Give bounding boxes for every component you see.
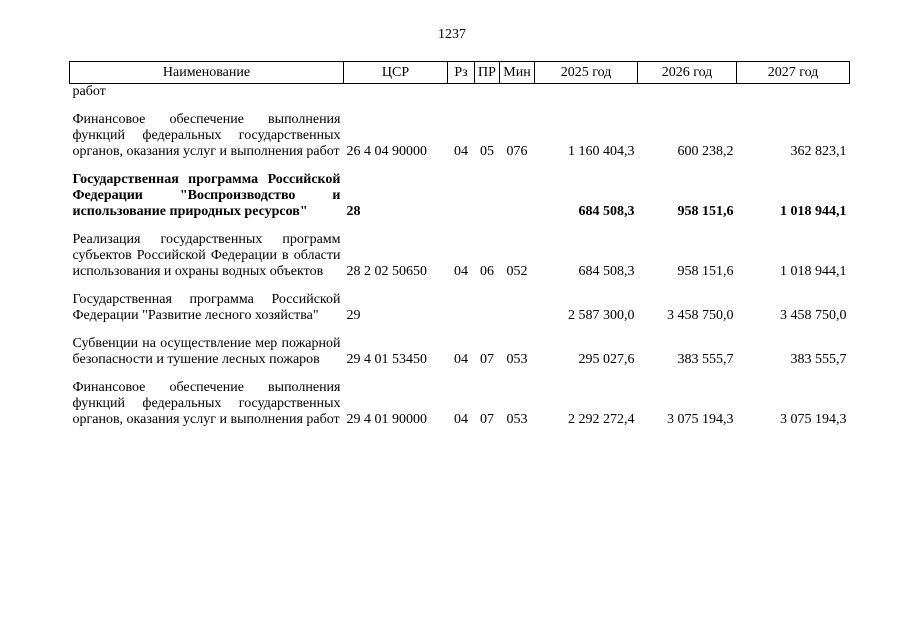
header-csr: ЦСР [344, 62, 448, 84]
row-name: Реализация государственных программ субъектов Российской Федерации в области использования и охраны водных объектов [72, 232, 341, 279]
row-csr: 26 4 04 90000 [346, 144, 427, 159]
row-name: работ [72, 84, 106, 99]
table-row [70, 368, 850, 428]
row-rz: 04 [454, 352, 468, 367]
row-pr [475, 84, 500, 101]
row-2026: 958 151,6 [677, 204, 734, 219]
row-pr: 06 [480, 264, 494, 279]
row-min: 053 [506, 412, 528, 427]
row-name: Субвенции на осуществление мер пожарной безопасности и тушение лесных пожаров [72, 336, 341, 367]
header-pr: ПР [475, 62, 500, 84]
row-name: Финансовое обеспечение выполнения функций федеральных государственных органов, оказания услуг и выполнения работ [72, 112, 341, 159]
row-2026: 3 075 194,3 [667, 412, 734, 427]
table-row [70, 84, 850, 101]
row-pr [475, 160, 500, 220]
header-min: Мин [500, 62, 535, 84]
row-rz: 04 [454, 412, 468, 427]
row-2027: 383 555,7 [790, 352, 847, 367]
row-csr: 29 4 01 90000 [346, 412, 427, 427]
table-row [70, 160, 850, 220]
header-rz: Рз [448, 62, 475, 84]
row-2027: 362 823,1 [790, 144, 847, 159]
row-2025: 1 160 404,3 [568, 144, 635, 159]
row-2027: 3 458 750,0 [780, 308, 847, 323]
row-2025: 684 508,3 [578, 264, 635, 279]
row-csr: 29 [346, 308, 361, 323]
row-pr: 07 [480, 352, 494, 367]
row-rz [448, 280, 475, 324]
row-csr [344, 84, 448, 101]
budget-table [69, 61, 850, 428]
table-row [70, 324, 850, 368]
row-pr: 05 [480, 144, 494, 159]
header-name: Наименование [70, 62, 344, 84]
row-csr: 29 4 01 53450 [346, 352, 427, 367]
row-min: 052 [506, 264, 528, 279]
row-min: 076 [506, 144, 528, 159]
page-number: 1237 [438, 27, 466, 42]
row-pr [475, 280, 500, 324]
row-2026: 958 151,6 [677, 264, 734, 279]
row-rz: 04 [454, 144, 468, 159]
row-2026: 3 458 750,0 [667, 308, 734, 323]
header-2025: 2025 год [535, 62, 638, 84]
row-2027: 1 018 944,1 [780, 204, 847, 219]
table-row [70, 100, 850, 160]
row-name: Государственная программа Российской Федерации "Развитие лесного хозяйства" [72, 292, 341, 323]
header-2027: 2027 год [737, 62, 850, 84]
row-min [500, 280, 535, 324]
row-2027: 3 075 194,3 [780, 412, 847, 427]
row-2026 [638, 84, 737, 101]
row-name: Государственная программа Российской Федерации "Воспроизводство и использование природных ресурсов" [72, 172, 341, 219]
row-rz [448, 84, 475, 101]
row-min [500, 160, 535, 220]
row-2027 [737, 84, 850, 101]
row-rz [448, 160, 475, 220]
row-2025 [535, 84, 638, 101]
row-min: 053 [506, 352, 528, 367]
row-2027: 1 018 944,1 [780, 264, 847, 279]
row-2025: 684 508,3 [578, 204, 635, 219]
row-2025: 295 027,6 [578, 352, 635, 367]
row-2025: 2 292 272,4 [568, 412, 635, 427]
row-rz: 04 [454, 264, 468, 279]
row-2026: 383 555,7 [677, 352, 734, 367]
row-pr: 07 [480, 412, 494, 427]
row-csr: 28 [346, 204, 361, 219]
row-name: Финансовое обеспечение выполнения функций федеральных государственных органов, оказания услуг и выполнения работ [72, 380, 341, 427]
table-header-row [70, 62, 850, 84]
row-2025: 2 587 300,0 [568, 308, 635, 323]
row-2026: 600 238,2 [677, 144, 734, 159]
table-row [70, 280, 850, 324]
row-csr: 28 2 02 50650 [346, 264, 427, 279]
row-min [500, 84, 535, 101]
table-row [70, 220, 850, 280]
header-2026: 2026 год [638, 62, 737, 84]
